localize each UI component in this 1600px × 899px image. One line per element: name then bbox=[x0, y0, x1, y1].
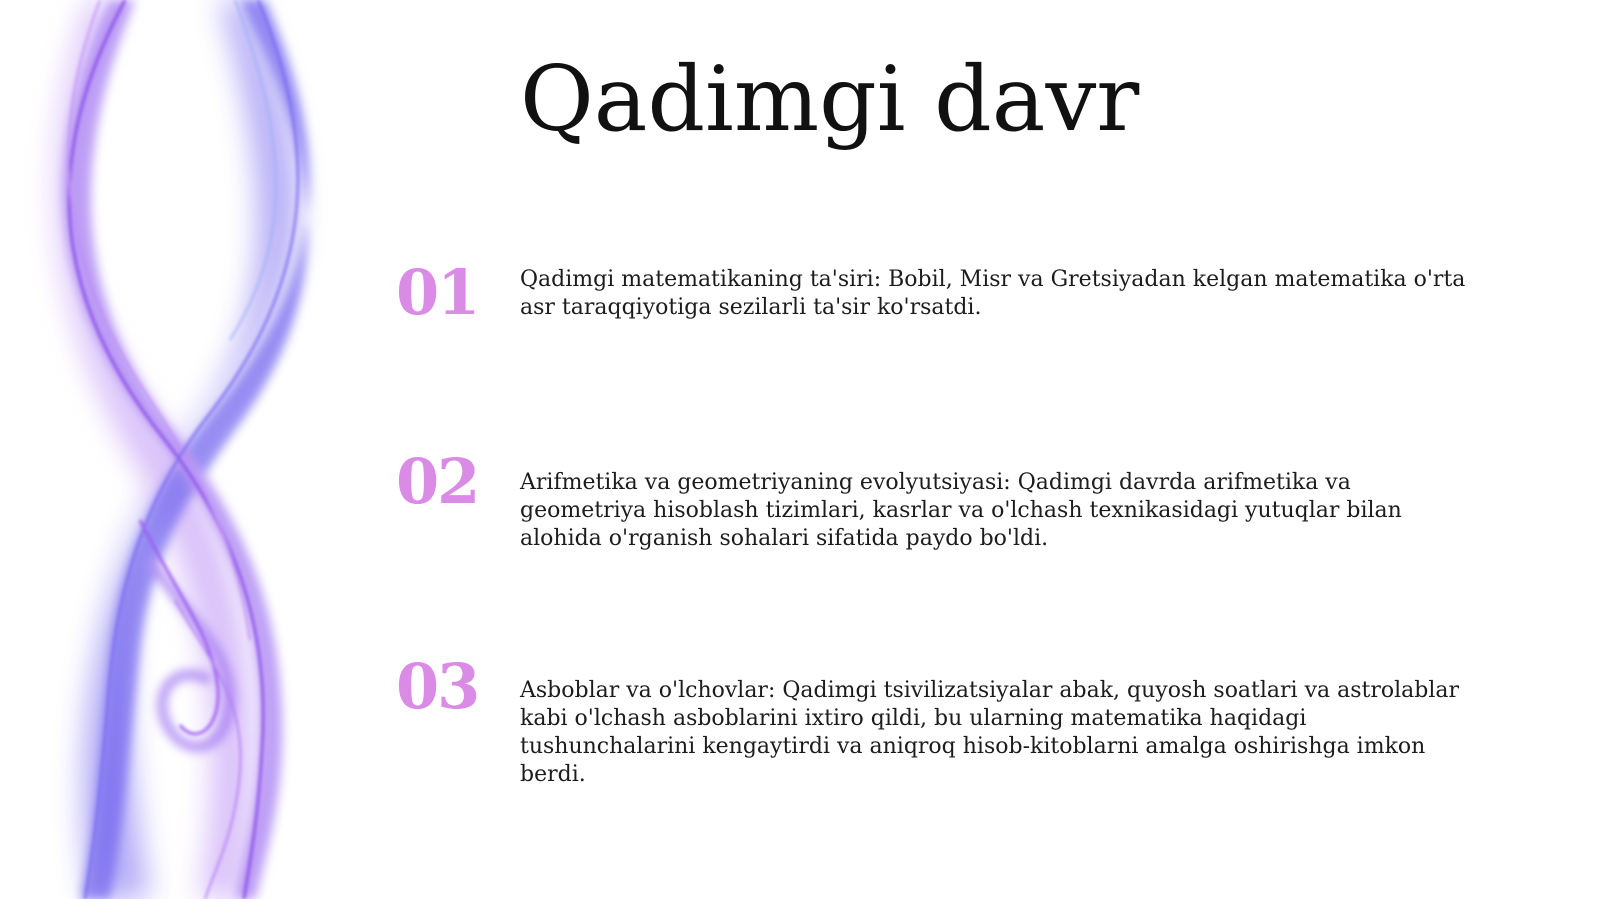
item-text: Qadimgi matematikaning ta'siri: Bobil, Misr va Gretsiyadan kelgan matematika o'rta asr taraqqiyotiga sezilarli ta'sir ko'rsatdi. bbox=[520, 267, 1466, 320]
smoke-wave-decoration bbox=[0, 0, 380, 899]
item-number: 02 bbox=[396, 445, 479, 518]
item-number: 03 bbox=[396, 650, 479, 723]
item-text: Arifmetika va geometriyaning evolyutsiyasi: Qadimgi davrda arifmetika va geometriya hisoblash tizimlari, kasrlar va o'lchash texnikasidagi yutuqlar bilan alohida o'rganish sohalari sifatida paydo bo'ldi. bbox=[520, 470, 1402, 551]
item-text: Asboblar va o'lchovlar: Qadimgi tsivilizatsiyalar abak, quyosh soatlari va astrolablar kabi o'lchash asboblarini ixtiro qildi, bu ularning matematika haqidagi tushunchalarini kengaytirdi va aniqroq hisob-kitoblarni amalga oshirishga imkon berdi. bbox=[520, 678, 1460, 787]
slide-title: Qadimgi davr bbox=[520, 47, 1140, 152]
item-number: 01 bbox=[396, 256, 479, 329]
